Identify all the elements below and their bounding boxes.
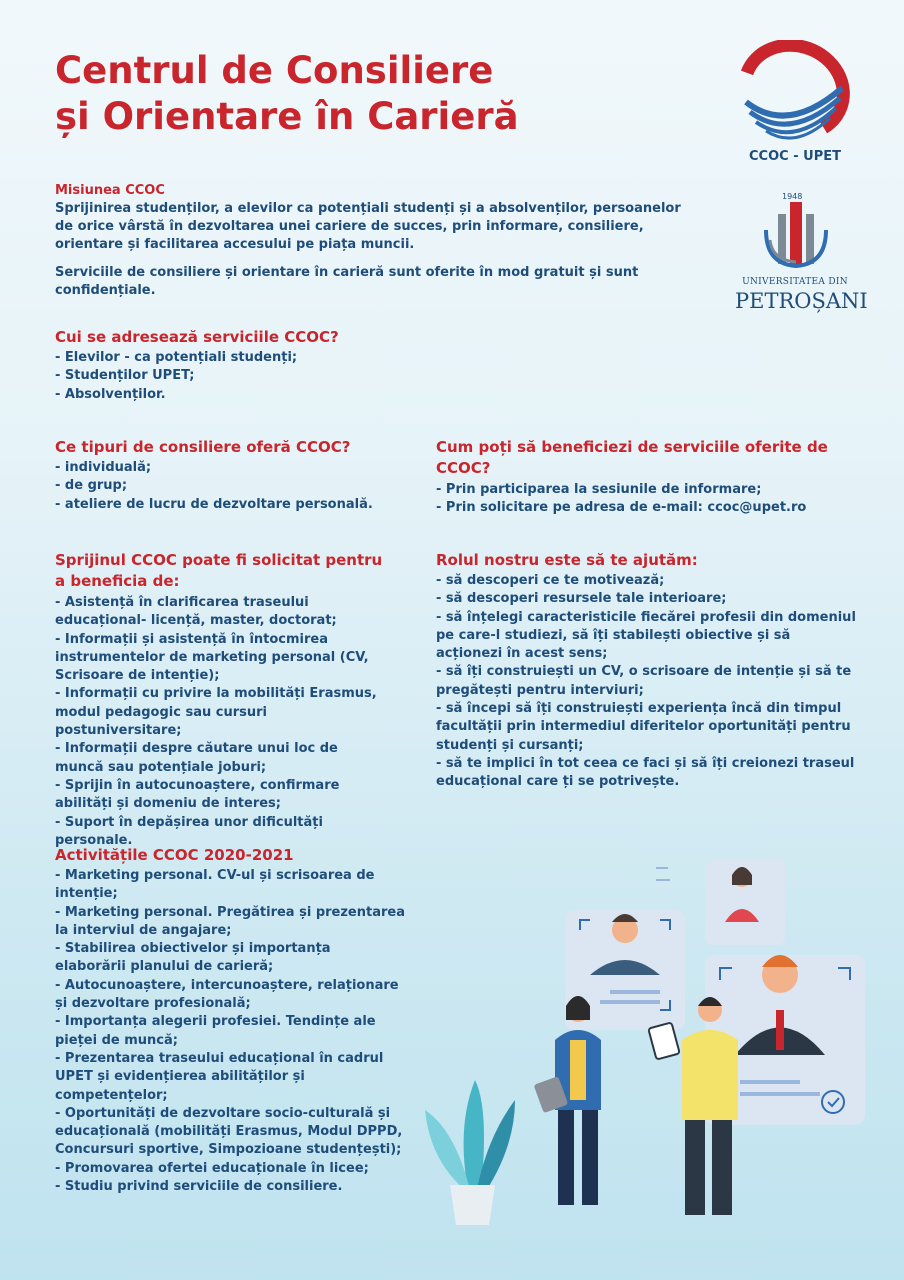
list-item: - individuală; xyxy=(55,460,152,475)
list-item: - Autocunoaștere, intercunoaștere, relaționare și dezvoltare profesională; xyxy=(55,977,399,1012)
list-item: - Promovarea ofertei educaționale în licee; xyxy=(55,1160,369,1176)
audience-section xyxy=(55,327,455,404)
list-item: - Stabilirea obiectivelor și importanța elaborării planului de carieră; xyxy=(55,941,331,975)
mission-heading: Misiunea CCOC xyxy=(55,183,165,198)
list-item: - Importanța alegerii profesiei. Tendințe ale pieței de muncă; xyxy=(55,1014,376,1048)
ccoc-logo xyxy=(738,40,850,148)
list-item: - să începi să îți construiești experiența încă din timpul facultății prin intermediul diferitelor oportunități pentru studenți și cursanți; xyxy=(436,701,851,753)
list-item: - Absolvenților. xyxy=(55,386,166,402)
list-item: - să descoperi ce te motivează; xyxy=(436,573,665,588)
activities-list xyxy=(55,867,405,1196)
list-item: - Oportunități de dezvoltare socio-culturală și educațională (mobilități Erasmus, Modul DPPD, Concursuri sportive, Simpozioane studențești); xyxy=(55,1105,403,1158)
list-item: - de grup; xyxy=(55,478,128,494)
list-item: - să descoperi resursele tale interioare; xyxy=(436,591,727,607)
mission-text: Sprijinirea studenților, a elevilor ca potențiali studenți și a absolvenților, persoanelor de orice vârstă în dezvoltarea unei cariere de succes, prin informare, consiliere, orientare și facilitarea accesului pe piața muncii. xyxy=(55,201,681,252)
list-item: - Marketing personal. Pregătirea și prezentarea la interviul de angajare; xyxy=(55,904,405,938)
list-item: - Studiu privind serviciile de consiliere. xyxy=(55,1179,343,1195)
career-illustration xyxy=(420,850,904,1230)
upet-logo xyxy=(752,190,840,280)
list-item: - Sprijin în autocunoaștere, confirmare abilități și domeniu de interes; xyxy=(55,777,340,812)
title-line-2: și Orientare în Carieră xyxy=(55,95,519,138)
mission-text-2: Serviciile de consiliere și orientare în carieră sunt oferite în mod gratuit și sunt confidențiale. xyxy=(55,265,639,298)
activities-section xyxy=(55,845,405,1196)
counseling-types-heading: Ce tipuri de consiliere oferă CCOC? xyxy=(55,438,351,456)
list-item: - Informații cu privire la mobilități Erasmus, modul pedagogic sau cursuri postuniversitare; xyxy=(55,686,377,739)
support-heading: Sprijinul CCOC poate fi solicitat pentru a beneficia de: xyxy=(55,551,383,590)
list-item: - Prin participarea la sesiunile de informare; xyxy=(436,482,762,497)
page-title xyxy=(55,48,519,140)
list-item: - Marketing personal. CV-ul și scrisoarea de intenție; xyxy=(55,868,375,902)
upet-year: 1948 xyxy=(782,192,803,201)
role-heading: Rolul nostru este să te ajutăm: xyxy=(436,551,698,569)
mission-section xyxy=(55,182,685,300)
list-item: - Asistență în clarificarea traseului educațional- licență, master, doctorat; xyxy=(55,595,337,629)
upet-name-line-1: UNIVERSITATEA DIN xyxy=(742,277,848,287)
list-item: - Informații despre căutare unui loc de muncă sau potențiale joburi; xyxy=(55,741,338,775)
list-item: - să te implici în tot ceea ce faci și să îți creionezi traseul educațional care ți se potrivește. xyxy=(436,755,855,790)
audience-heading: Cui se adresează serviciile CCOC? xyxy=(55,328,339,346)
counseling-types-section xyxy=(55,437,425,514)
benefit-list xyxy=(436,481,856,518)
benefit-section xyxy=(436,437,856,518)
benefit-heading: Cum poți să beneficiezi de serviciile oferite de CCOC? xyxy=(436,438,828,477)
list-item: - Prezentarea traseului educațional în cadrul UPET și evidențierea abilităților și competențelor; xyxy=(55,1050,384,1103)
counseling-types-list xyxy=(55,459,425,514)
audience-list xyxy=(55,349,455,404)
list-item: - Informații și asistență în întocmirea instrumentelor de marketing personal (CV, Scrisoare de intenție); xyxy=(55,631,369,684)
support-list xyxy=(55,594,385,850)
ccoc-logo-text: CCOC - UPET xyxy=(749,149,841,164)
list-item: - Prin solicitare pe adresa de e-mail: ccoc@upet.ro xyxy=(436,500,807,516)
activities-heading: Activitățile CCOC 2020-2021 xyxy=(55,846,294,864)
list-item: - Elevilor - ca potențiali studenți; xyxy=(55,350,298,365)
role-list xyxy=(436,572,856,792)
list-item: - Studenților UPET; xyxy=(55,368,195,384)
list-item: - ateliere de lucru de dezvoltare personală. xyxy=(55,496,373,512)
upet-name-line-2: PETROȘANI xyxy=(735,289,868,313)
role-section xyxy=(436,550,856,792)
list-item: - să îți construiești un CV, o scrisoare de intenție și să te pregătești pentru interviuri; xyxy=(436,664,852,698)
support-section xyxy=(55,550,385,850)
title-line-1: Centrul de Consiliere xyxy=(55,49,494,92)
list-item: - Suport în depășirea unor dificultăți personale. xyxy=(55,814,323,848)
list-item: - să înțelegi caracteristicile fiecărei profesii din domeniul pe care-l studiezi, să îți stabilești obiective și să acționezi în acest sens; xyxy=(436,609,856,662)
